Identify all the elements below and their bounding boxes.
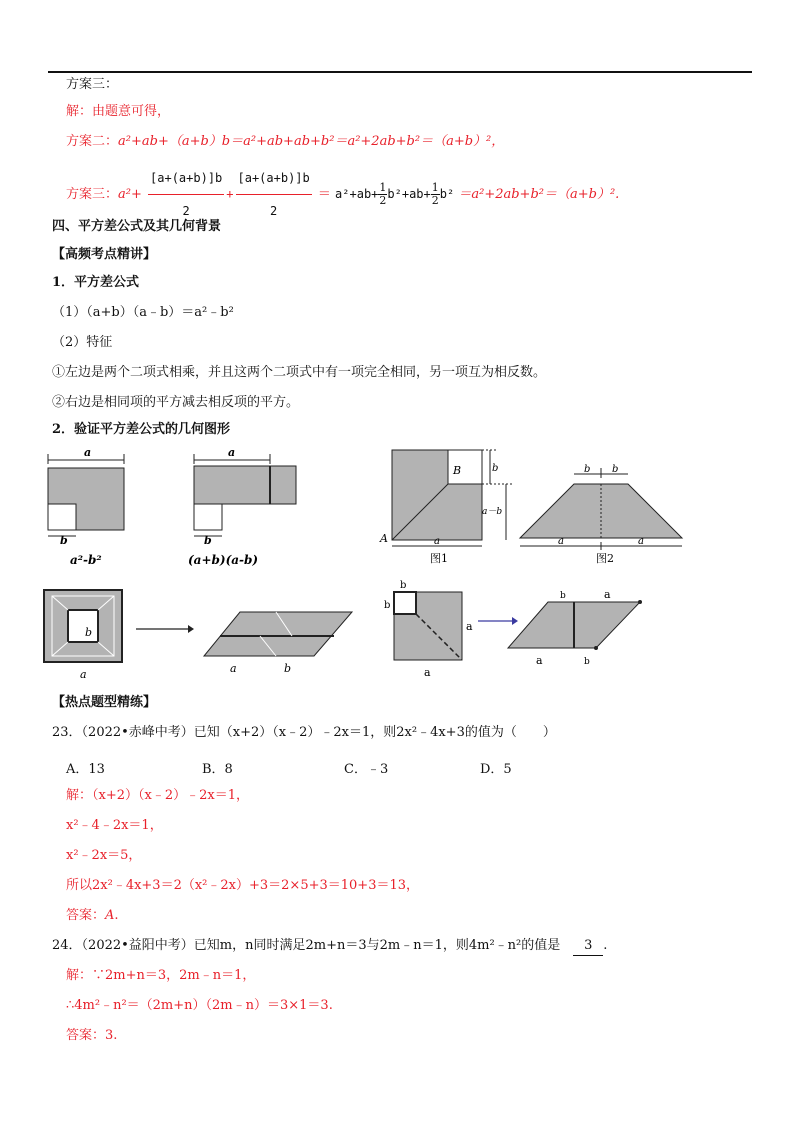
label-a: a (434, 536, 440, 547)
plan2-line (66, 133, 504, 151)
label-a: a (84, 446, 92, 459)
label-b2: b (384, 600, 391, 611)
section4-title: 四、平方差公式及其几何背景 (52, 219, 222, 234)
half-fraction-2: $\frac{1}{2}$ (431, 181, 439, 207)
plan2-label: 方案二： (66, 134, 119, 149)
figure-e-frame (40, 586, 136, 682)
q23-answer: 答案：A. (66, 908, 119, 923)
q23-solution-1: 解：（x+2）（x﹣2）﹣2x＝1， (66, 788, 249, 803)
inner-square (48, 504, 76, 530)
label-a2: a (424, 666, 431, 679)
label-a2: a (536, 654, 543, 667)
q23-solution-2: x²﹣4﹣2x＝1， (66, 818, 163, 833)
vertex-dot (594, 646, 598, 650)
label-a2: a (638, 536, 644, 547)
long-rectangle (194, 466, 296, 504)
mid-expr-1: a²+ab+ (335, 187, 379, 201)
label-a1: a (466, 620, 473, 633)
figure-b-rectangle (186, 446, 302, 568)
item1-formula: （1）（a+b）（a﹣b）＝a²﹣b² (52, 305, 234, 320)
header-rule (48, 71, 752, 73)
item1-feature: （2）特征 (52, 335, 113, 350)
label-a: a (230, 662, 237, 675)
label-b: b (204, 534, 212, 547)
plan3-line (66, 163, 619, 226)
label-a: a (80, 668, 87, 681)
label-A: A (380, 532, 388, 545)
figure-f-parallelogram (200, 606, 356, 682)
label-a1: a (558, 536, 564, 547)
solution-intro: 解：由题意可得， (66, 104, 171, 119)
label-b2: b (612, 464, 619, 475)
fraction-2: $\frac{[a+(a+b)]b}{2}$ (236, 163, 312, 226)
q23-option-a: A．13 (66, 762, 105, 777)
q23-solution-3: x²﹣2x＝5， (66, 848, 142, 863)
label-a1: a (604, 588, 611, 601)
removed-square (194, 504, 222, 530)
label-b2: b (584, 657, 590, 667)
caption-b: (a+b)(a-b) (188, 553, 259, 567)
figure-g-square-diagonal (380, 578, 480, 682)
caption-tu2: 图2 (596, 552, 614, 565)
figure-d-tu2 (516, 458, 688, 568)
label-b: b (60, 534, 68, 547)
label-b: b (492, 463, 499, 474)
parallelogram (204, 612, 352, 656)
q23-option-b: B．8 (202, 762, 233, 777)
label-b1: b (560, 591, 566, 601)
label-b1: b (400, 580, 407, 591)
half-fraction-1: $\frac{1}{2}$ (379, 181, 387, 207)
q24-solution-2: ∴4m²﹣n²＝（2m+n）（2m﹣n）＝3×1＝3. (66, 998, 333, 1013)
feature-a: ①左边是两个二项式相乘，并且这两个二项式中有一项完全相同，另一项互为相反数。 (52, 365, 547, 380)
figure-h-parallelogram (500, 588, 650, 672)
vertex-dot (638, 600, 642, 604)
q23-stem: 23．（2022•赤峰中考）已知（x+2）（x﹣2）﹣2x＝1，则2x²﹣4x+3的值为（ ） (52, 725, 556, 740)
caption-a: a²-b² (70, 553, 102, 567)
b-squared-1: b² (387, 187, 402, 201)
q23-option-c: C．﹣3 (344, 762, 389, 777)
label-b: b (85, 626, 93, 639)
b-squared-2: b² (439, 187, 455, 201)
practice-title: 【热点题型精练】 (52, 695, 157, 710)
q23-solution-4: 所以2x²﹣4x+3＝2（x²﹣2x）+3＝2×5+3＝10+3＝13， (66, 878, 420, 893)
equals-sign: ＝ (317, 187, 331, 202)
label-B: B (453, 464, 462, 477)
q24-answer: 答案：3. (66, 1028, 118, 1043)
fraction-1: $\frac{[a+(a+b)]b}{2}$ (148, 163, 224, 226)
q24-answer-blank: 3 (573, 937, 603, 956)
plan3-heading: 方案三： (66, 77, 119, 92)
small-square (394, 592, 416, 614)
inner-square (68, 610, 98, 642)
figure-c-tu1 (378, 444, 514, 568)
q24-solution-1: 解：∵2m+n＝3，2m﹣n＝1， (66, 968, 256, 983)
item2-title: 2．验证平方差公式的几何图形 (52, 422, 231, 437)
feature-b: ②右边是相同项的平方减去相反项的平方。 (52, 395, 300, 410)
plan3-label: 方案三： (66, 187, 119, 202)
plan2-formula: a²+ab+（a+b）b＝a²+ab+ab+b²＝a²+2ab+b²＝（a+b）²， (118, 134, 505, 149)
item1-title: 1．平方差公式 (52, 275, 140, 290)
figure-a-square-minus-square (44, 446, 134, 568)
arrow-head (188, 625, 194, 633)
plus-sign: + (226, 187, 234, 201)
plan3-suffix: ＝a²+2ab+b²＝（a+b）². (458, 187, 620, 202)
label-b: b (284, 662, 292, 675)
arrow-right-icon (134, 622, 196, 636)
q24-stem: 24．（2022•益阳中考）已知m，n同时满足2m+n＝3与2m﹣n＝1，则4m²﹣n²的值是 3 . (52, 937, 607, 956)
plan3-prefix: a²+ (118, 187, 142, 202)
label-b1: b (584, 464, 591, 475)
label-a: a (228, 446, 236, 459)
section4-subtitle: 【高频考点精讲】 (52, 247, 157, 262)
caption-tu1: 图1 (430, 552, 448, 565)
label-a-minus-b: a－b (482, 507, 503, 517)
mid-expr-2: +ab+ (401, 187, 431, 201)
q23-option-d: D．5 (480, 762, 512, 777)
